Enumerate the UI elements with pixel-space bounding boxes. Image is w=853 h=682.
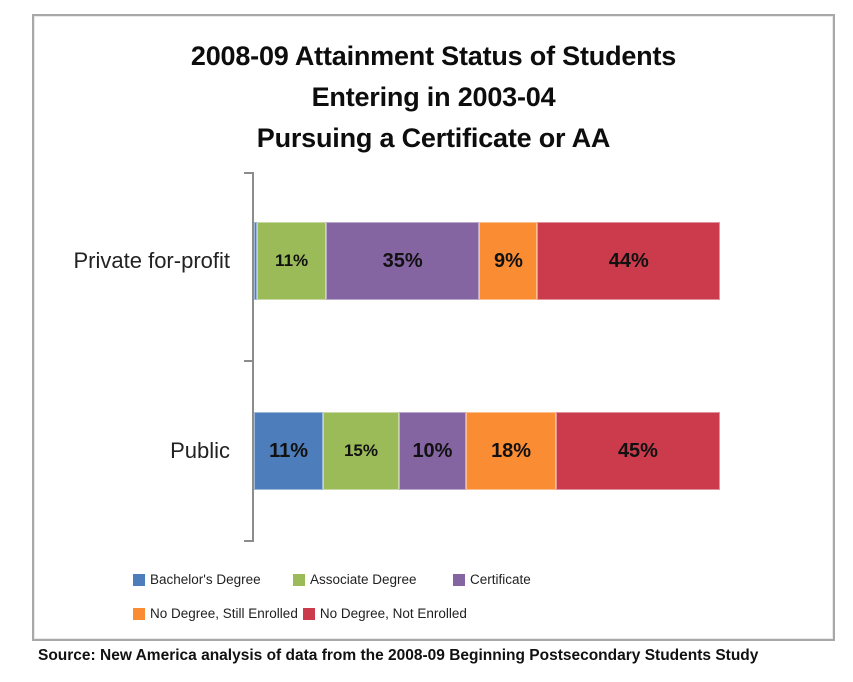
- source-note: Source: New America analysis of data from the 2008-09 Beginning Postsecondary Students Study: [38, 647, 759, 664]
- legend-swatch-icon: [133, 574, 145, 586]
- bar-segment-value-label: 45%: [617, 439, 658, 462]
- axis-tick: [244, 360, 252, 362]
- legend-row-2: [133, 606, 472, 621]
- legend-label: Certificate: [470, 572, 531, 587]
- bar-segment-no-degree-still-enrolled: [466, 412, 556, 490]
- legend-swatch-icon: [303, 608, 315, 620]
- bar-segment-value-label: 10%: [412, 439, 453, 462]
- bar-segment-certificate: [399, 412, 467, 490]
- axis-tick: [244, 540, 252, 542]
- legend-swatch-icon: [293, 574, 305, 586]
- bar-segment-value-label: 15%: [343, 441, 378, 460]
- legend-item-no-degree-not-enrolled: [303, 606, 467, 621]
- bar-private-for-profit: [254, 222, 720, 300]
- bar-segment-associate-degree: [257, 222, 326, 300]
- legend-swatch-icon: [453, 574, 465, 586]
- bar-segment-value-label: 11%: [269, 439, 309, 462]
- bar-segment-associate-degree: [323, 412, 398, 490]
- legend-label: No Degree, Not Enrolled: [319, 606, 467, 621]
- legend-label: Associate Degree: [310, 572, 417, 587]
- legend-item-certificate: [453, 572, 613, 587]
- bar-segment-bachelor-s-degree: [254, 412, 323, 490]
- chart-frame: [32, 14, 835, 641]
- bar-segment-value-label: 18%: [491, 439, 532, 462]
- legend-swatch-icon: [133, 608, 145, 620]
- bar-public: [254, 412, 720, 490]
- bar-segment-value-label: 44%: [608, 249, 649, 272]
- chart-title: [34, 36, 833, 159]
- bar-segment-no-degree-not-enrolled: [556, 412, 720, 490]
- bar-segment-value-label: 35%: [382, 249, 423, 272]
- bar-segment-no-degree-still-enrolled: [479, 222, 537, 300]
- category-label-private-for-profit: Private for-profit: [73, 248, 230, 273]
- category-label-public: Public: [170, 438, 230, 463]
- axis-tick: [244, 172, 252, 174]
- legend-item-bachelor-s-degree: [133, 572, 293, 587]
- chart-title-line-1: 2008-09 Attainment Status of Students: [190, 41, 677, 71]
- legend-item-no-degree-still-enrolled: [133, 606, 298, 621]
- bar-segment-value-label: 9%: [493, 249, 523, 272]
- chart-title-line-2: Entering in 2003-04: [311, 82, 556, 112]
- chart-title-line-3: Pursuing a Certificate or AA: [256, 123, 611, 153]
- legend-label: No Degree, Still Enrolled: [150, 606, 298, 621]
- bar-segment-certificate: [326, 222, 479, 300]
- legend-row-1: [133, 572, 613, 587]
- bar-segment-no-degree-not-enrolled: [537, 222, 720, 300]
- legend-item-associate-degree: [293, 572, 453, 587]
- bar-segment-value-label: 11%: [275, 251, 309, 270]
- legend-label: Bachelor's Degree: [150, 572, 261, 587]
